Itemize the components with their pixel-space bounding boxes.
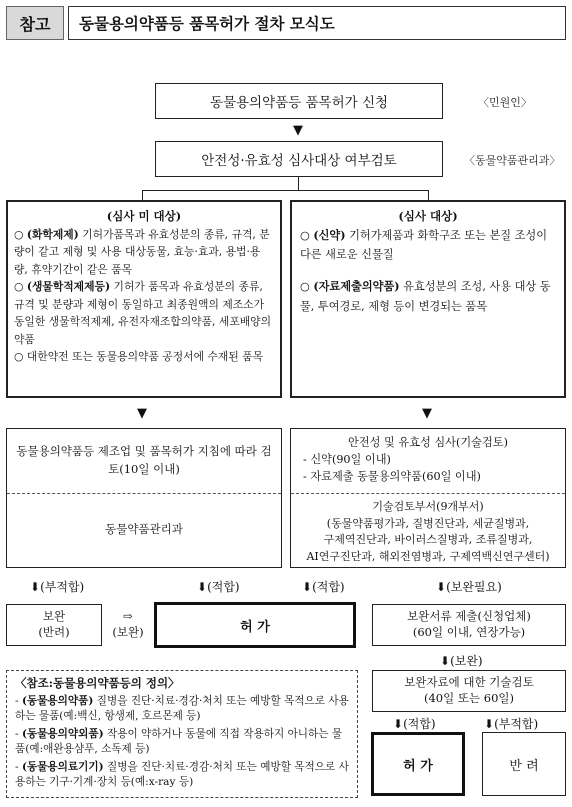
connector-line — [298, 177, 299, 190]
final-reject-box: 반 려 — [482, 732, 566, 796]
step-application: 동물용의약품등 품목허가 신청 — [155, 83, 443, 119]
panel-title: (심사 미 대상) — [106, 209, 182, 223]
list-item: ○ (생물학적제제등) 기허가 품목과 유효성분의 종류, 규격 및 분량과 제형이 동일하고 최종원액의 제조소가 동일한 생물학적제제, 유전자재조합의약품, 세포배양의약품 — [14, 280, 272, 346]
list-item: ○ (화학제제) 기허가품목과 유효성분의 종류, 규격, 분량이 같고 제형 및 사용 대상동물, 효능·효과, 용법·용량, 휴약기간이 같은 품목 — [14, 227, 270, 276]
arrow-down-icon: ⬇ — [436, 580, 447, 594]
arrow-down-icon: ▼ — [422, 406, 432, 421]
arrow-supplement: ⬇(보완) — [440, 654, 483, 668]
arrow-down-icon: ⬇ — [393, 717, 404, 731]
definitions-box — [6, 670, 358, 798]
arrow-down-icon: ⬇ — [302, 580, 313, 594]
note-applicant: 〈민원인〉 — [478, 96, 532, 109]
arrow-right-icon: ⇨ — [123, 609, 133, 624]
connector-line — [428, 190, 429, 200]
panel-title: (심사 대상) — [398, 209, 458, 223]
review-line: - 신약(90일 이내) — [303, 452, 391, 466]
final-permit-box: 허 가 — [371, 732, 465, 796]
definition-item: - (동물용의약품) 질병을 진단·치료·경감·처치 또는 예방할 목적으로 사용하는 물품(예:백신, 항생제, 호르몬제 등) — [15, 695, 349, 722]
review-dept-text: 동물약품관리과 — [105, 522, 183, 537]
list-item: ○ (자료제출의약품) 유효성분의 조성, 사용 대상 동물, 투여경로, 제형 등이 변경되는 품목 — [300, 279, 551, 313]
definitions-title: 〈참조:동물용의약품등의 정의〉 — [15, 676, 180, 690]
list-item: ○ (신약) 기허가제품과 화학구조 또는 본질 조성이 다른 새로운 신물질 — [300, 227, 548, 262]
supplement-submit-box: 보완서류 제출(신청업체) (60일 이내, 연장가능) — [372, 604, 566, 646]
review-title: 안전성 및 유효성 심사(기술검토) — [348, 436, 508, 449]
arrow-conform: ⬇(적합) — [197, 580, 240, 594]
review-guideline-text: 동물용의약품등 제조업 및 품목허가 지침에 따라 검토(10일 이내) — [16, 444, 272, 476]
arrow-nonconform: ⬇(부적합) — [30, 580, 85, 594]
page-title: 동물용의약품등 품목허가 절차 모식도 — [68, 6, 566, 40]
arrow-conform: ⬇(적합) — [302, 580, 345, 594]
dept-title: 기술검토부서(9개부서) — [372, 500, 484, 513]
panel-reviewed — [290, 200, 566, 398]
header-tag: 참고 — [6, 6, 64, 40]
definition-item: - (동물용의료기기) 질병을 진단·치료·경감·처치 또는 예방할 목적으로 사용하는 기구·기계·장치 등(예:x-ray 등) — [15, 761, 349, 789]
step-screening: 안전성·유효성 심사대상 여부검토 — [155, 141, 443, 177]
supplement-arrow: ⇨ (보완) — [112, 609, 144, 639]
arrow-down-icon: ⬇ — [484, 717, 495, 731]
permit-box: 허 가 — [154, 602, 356, 648]
connector-line — [142, 190, 143, 200]
arrow-conform: ⬇(적합) — [393, 717, 436, 731]
dept-line: 구제역진단과, 바이러스질병과, 조류질병과, — [323, 533, 533, 547]
review-required-box — [290, 428, 566, 568]
list-item: ○ 대한약전 또는 동물용의약품 공정서에 수재된 품목 — [14, 350, 264, 364]
supplement-review-box: 보완자료에 대한 기술검토 (40일 또는 60일) — [372, 670, 566, 712]
review-line: - 자료제출 동물용의약품(60일 이내) — [303, 469, 481, 483]
dept-line: (동물약품평가과, 질병진단과, 세균질병과, — [326, 516, 530, 530]
arrow-down-icon: ⬇ — [197, 580, 208, 594]
arrow-down-icon: ▼ — [137, 406, 147, 421]
definition-item: - (동물용의약외품) 작용이 약하거나 동물에 직접 작용하지 아니하는 물품(예:애완용샴푸, 소독제 등) — [15, 728, 343, 755]
review-not-required-box — [6, 428, 282, 568]
arrow-needs-supplement: ⬇(보완필요) — [436, 580, 502, 594]
supplement-box: 보완 (반려) — [6, 604, 102, 646]
connector-line — [142, 190, 428, 191]
arrow-down-icon: ⬇ — [440, 654, 451, 668]
arrow-nonconform: ⬇(부적합) — [484, 717, 539, 731]
dept-line: AI연구진단과, 해외전염병과, 구제역백신연구센터) — [306, 550, 550, 564]
note-dept-management: 〈동물약품관리과〉 — [464, 154, 561, 167]
arrow-down-icon: ▼ — [293, 123, 303, 138]
panel-not-reviewed — [6, 200, 282, 398]
arrow-down-icon: ⬇ — [30, 580, 41, 594]
